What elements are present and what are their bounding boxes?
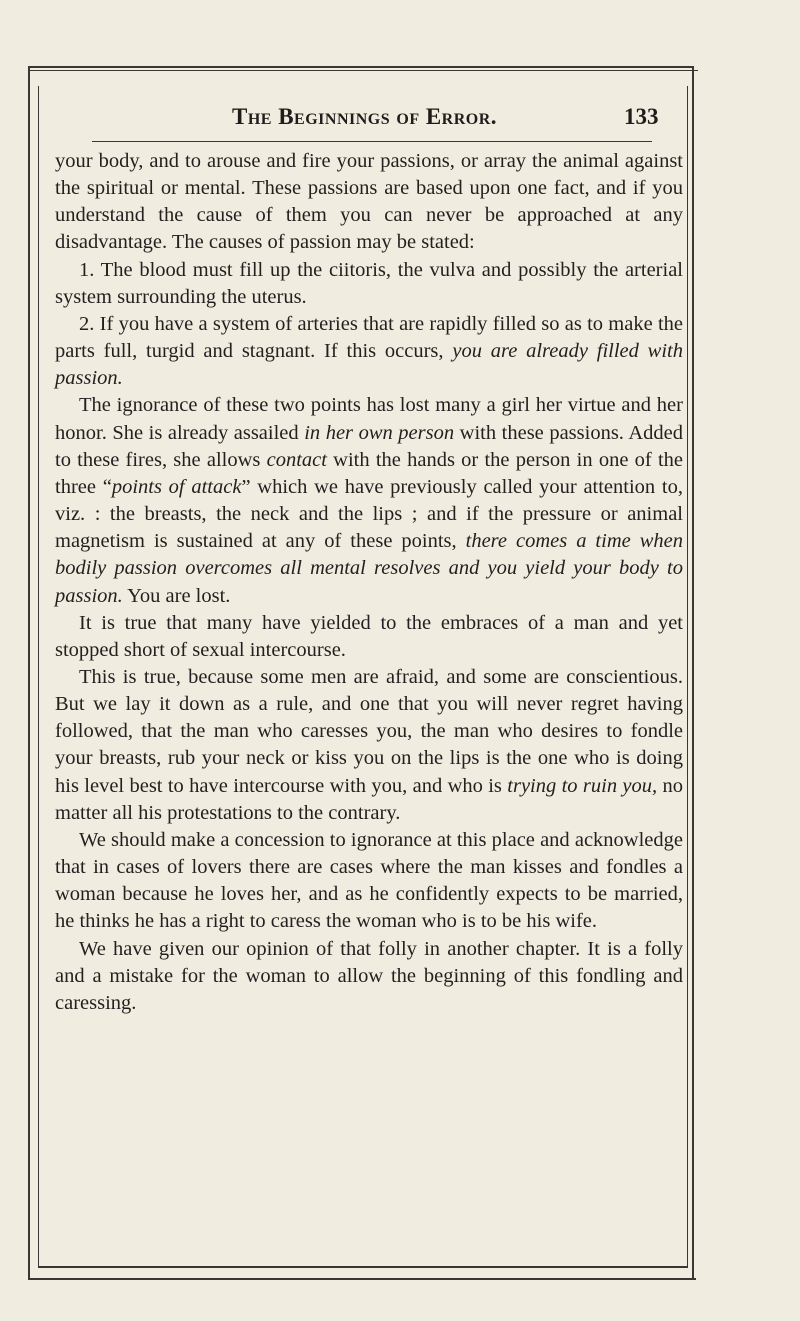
emphasis-bodily-passion: there comes a time when bodily passion overcomes all mental resolves and you yield your body to passion. (55, 530, 683, 607)
paragraph-yielded: It is true that many have yielded to the embraces of a man and yet stopped short of sexual intercourse. (55, 611, 683, 661)
paragraph-rule: This is true, because some men are afraid, and some are conscientious. But we lay it down as a rule, and one that you will never regret having followed, that the man who caresses you, the man who desires to fondle your breasts, rub your neck or kiss you on the lips is the one who is doing his level best to have intercourse with you, and who is trying to ruin you, no matter all his protestations to the contrary. (55, 665, 684, 824)
running-header (0, 104, 800, 134)
paragraph-folly: We have given our opinion of that folly in another chapter. It is a folly and a mistake for the woman to allow the beginning of this fondling and caressing. (55, 937, 683, 1014)
paragraph-cause-2: 2. If you have a system of arteries that are rapidly filled so as to make the parts full, turgid and stagnant. If this occurs, you are already filled with passion. (55, 312, 683, 390)
emphasis-ruin: trying to ruin you, (507, 774, 658, 797)
paragraph-cause-1: 1. The blood must fill up the ciitoris, the vulva and possibly the arterial system surrounding the uterus. (55, 258, 683, 308)
emphasis-contact: contact (266, 448, 327, 471)
body-text (55, 148, 683, 1017)
chapter-title: The Beginnings of Error. (232, 104, 498, 129)
paragraph-ignorance: The ignorance of these two points has lost many a girl her virtue and her honor. She is already assailed in her own person with these passions. Added to these fires, she allows contact with the hands or the person in one of the three “points of attack” which we have previously called your attention to, viz. : the breasts, the neck and the lips ; and if the pressure or animal magnetism is sustained at any of these points, there comes a time when bodily passion overcomes all mental resolves and you yield your body to passion. You are lost. (55, 394, 683, 607)
emphasis-points-of-attack: points of attack (111, 475, 242, 498)
emphasis-already-filled: you are already filled with passion. (55, 340, 683, 390)
paragraph-concession: We should make a concession to ignorance at this place and acknowledge that in cases of lovers there are cases where the man kisses and fondles a woman because he loves her, and as he confidently expects to be married, he thinks he has a right to caress the woman who is to be his wife. (55, 828, 683, 933)
emphasis-own-person: in her own person (304, 421, 455, 444)
page-number: 133 (624, 104, 659, 129)
paragraph-1: your body, and to arouse and fire your passions, or array the animal against the spiritual or mental. These passions are based upon one fact, and if you understand the cause of them you can never be approached at any disadvantage. The causes of passion may be stated: (55, 150, 683, 254)
page-border-bottom-line (28, 1278, 696, 1280)
page-border-top-line (28, 70, 698, 71)
header-rule (92, 141, 652, 142)
